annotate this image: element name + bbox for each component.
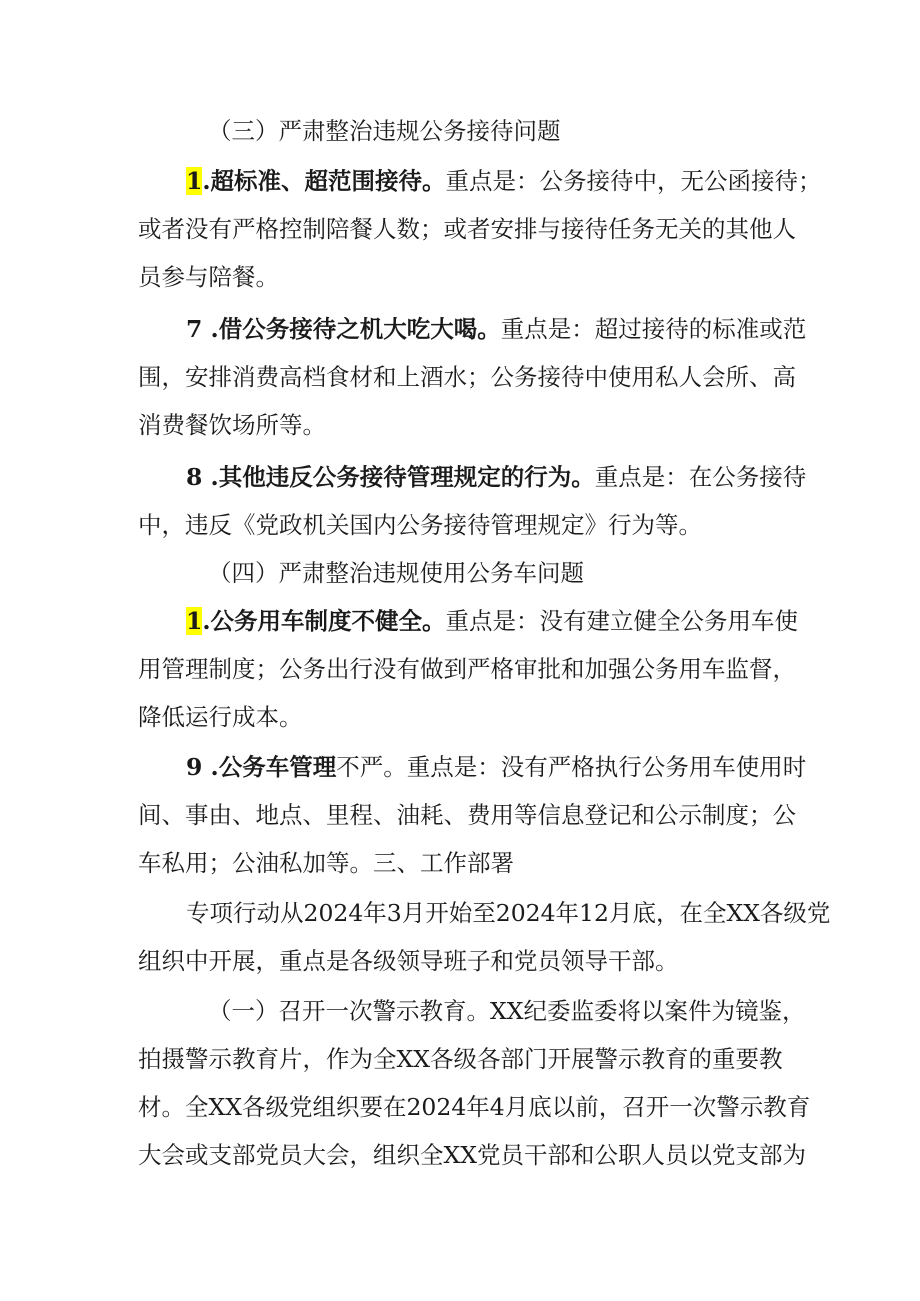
section3-item7-line1 [186,312,806,346]
item-title: .公务用车制度不健全。 [202,607,446,635]
section3-item1-line1 [186,164,822,198]
section4-item9-line3: 车私用；公油私加等。三、工作部署 [138,849,514,877]
work-para1-line2: 组织中开展，重点是各级领导班子和党员领导干部。 [138,947,679,975]
item-title: 8 .其他违反公务接待管理规定的行为。 [186,463,595,491]
highlight-number: 1 [186,167,203,195]
highlight-number: 1 [186,607,203,635]
work-para2-line3: 材。全XX各级党组织要在2024年4月底以前，召开一次警示教育 [138,1093,811,1121]
section3-heading: （三）严肃整治违规公务接待问题 [208,117,561,145]
item-title: 9 .公务车管理 [186,753,337,781]
section3-item7-line2: 围，安排消费高档食材和上酒水；公务接待中使用私人会所、高 [138,363,796,391]
section3-item7-line3: 消费餐饮场所等。 [138,411,326,439]
item-text: 重点是：没有严格执行公务用车使用时 [406,753,807,781]
work-para2-line2: 拍摄警示教育片，作为全XX各级各部门开展警示教育的重要教 [138,1045,783,1073]
item-text: 重点是：超过接待的标准或范 [500,315,807,343]
work-para1-line1: 专项行动从2024年3月开始至2024年12月底，在全XX各级党 [186,899,831,927]
section3-item8-line1 [186,460,806,494]
work-para2-line1: （一）召开一次警示教育。XX纪委监委将以案件为镜鉴， [208,997,806,1025]
item-title-rest: 不严。 [336,753,407,781]
item-text: 重点是：在公务接待 [594,463,807,491]
section3-item1-line2: 或者没有严格控制陪餐人数；或者安排与接待任务无关的其他人 [138,215,796,243]
work-para2-line4: 大会或支部党员大会，组织全XX党员干部和公职人员以党支部为 [138,1141,806,1169]
item-title: .超标准、超范围接待。 [202,167,446,195]
section3-item1-line3: 员参与陪餐。 [138,263,279,291]
section4-item9-line1 [186,750,806,784]
section4-item1-line3: 降低运行成本。 [138,703,303,731]
section4-item1-line2: 用管理制度；公务出行没有做到严格审批和加强公务用车监督， [138,655,796,683]
item-title: 7 .借公务接待之机大吃大喝。 [186,315,501,343]
section4-item9-line2: 间、事由、地点、里程、油耗、费用等信息登记和公示制度；公 [138,801,796,829]
section4-item1-line1 [186,604,798,638]
section3-item8-line2: 中，违反《党政机关国内公务接待管理规定》行为等。 [138,511,702,539]
section4-heading: （四）严肃整治违规使用公务车问题 [208,559,584,587]
item-text: 重点是：公务接待中，无公函接待； [445,167,822,195]
item-text: 重点是：没有建立健全公务用车使 [445,607,799,635]
